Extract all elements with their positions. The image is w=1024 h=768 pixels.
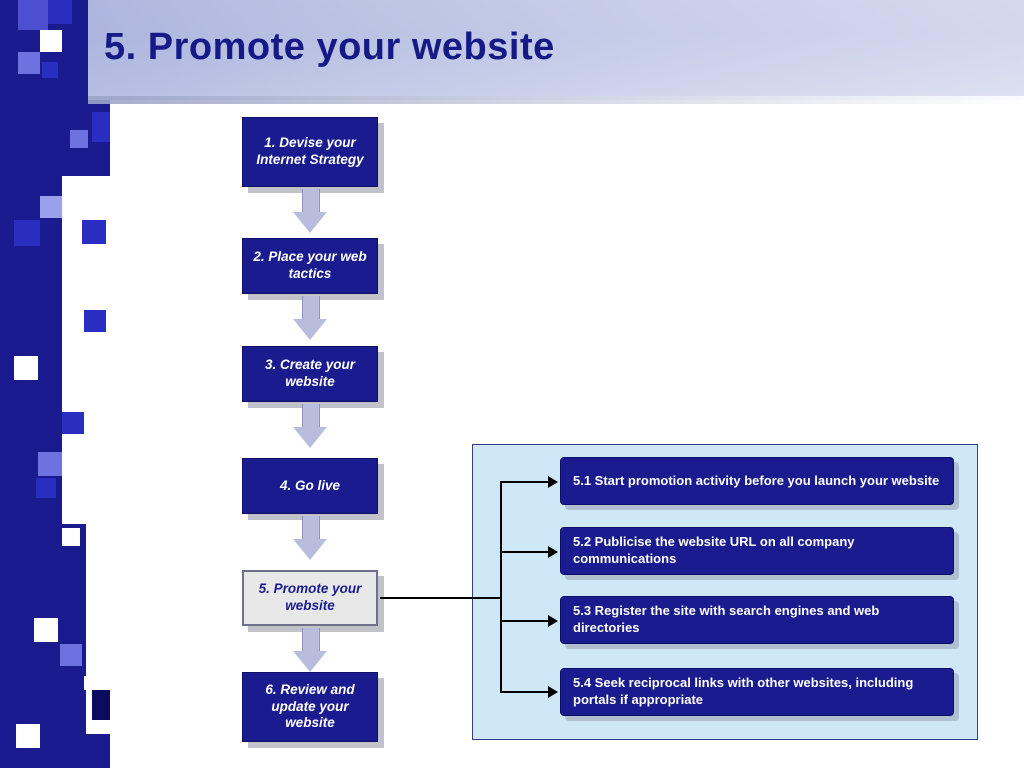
page-title: 5. Promote your website [104, 26, 555, 68]
deco-square [14, 356, 38, 380]
flow-step-3-label: 3. Create your website [264, 357, 356, 389]
flow-step-5-current[interactable] [242, 570, 378, 626]
sub-step-5-1[interactable] [560, 457, 954, 505]
sub-step-5-4-label: 5.4 Seek reciprocal links with other websites, including portals if appropriate [573, 675, 914, 707]
connector-arrow-5-2 [548, 546, 558, 558]
arrow-stem [302, 628, 320, 652]
deco-square [62, 412, 84, 434]
sub-step-5-2[interactable] [560, 527, 954, 575]
connector-vertical-trunk [500, 481, 502, 693]
deco-square [84, 310, 106, 332]
connector-arrow-5-1 [548, 476, 558, 488]
flow-step-1[interactable] [242, 117, 378, 187]
connector-arrow-5-4 [548, 686, 558, 698]
connector-to-5-3 [500, 620, 548, 622]
arrow-stem [302, 296, 320, 320]
flow-step-6[interactable] [242, 672, 378, 742]
deco-square [14, 220, 40, 246]
arrow-stem [302, 516, 320, 540]
deco-square [16, 724, 40, 748]
flow-arrow-2-3 [293, 296, 327, 340]
left-decorative-band [0, 0, 110, 768]
flow-step-4-label: 4. Go live [279, 477, 341, 493]
connector-arrow-5-3 [548, 615, 558, 627]
deco-square [84, 676, 98, 690]
sub-step-5-3-label: 5.3 Register the site with search engines and web directories [573, 603, 880, 635]
deco-square [42, 62, 58, 78]
deco-square [60, 644, 82, 666]
flow-step-2[interactable] [242, 238, 378, 294]
deco-square [92, 112, 110, 142]
connector-step5-trunk [380, 597, 502, 599]
deco-square [36, 478, 56, 498]
sub-step-5-3[interactable] [560, 596, 954, 644]
deco-square [18, 0, 48, 30]
flow-arrow-3-4 [293, 404, 327, 448]
title-underline [88, 96, 1024, 104]
deco-square [62, 528, 80, 546]
deco-square [34, 618, 58, 642]
arrow-stem [302, 189, 320, 213]
flow-step-5-label: 5. Promote your website [258, 581, 362, 613]
flow-step-2-label: 2. Place your web tactics [253, 249, 367, 281]
arrow-head [293, 651, 327, 672]
sub-step-5-1-label: 5.1 Start promotion activity before you launch your website [573, 472, 940, 488]
flow-arrow-1-2 [293, 189, 327, 233]
connector-to-5-2 [500, 551, 548, 553]
flow-arrow-5-6 [293, 628, 327, 672]
deco-square [86, 390, 102, 406]
sub-step-5-4[interactable] [560, 668, 954, 716]
flow-arrow-4-5 [293, 516, 327, 560]
flow-step-4[interactable] [242, 458, 378, 514]
arrow-stem [302, 404, 320, 428]
arrow-head [293, 319, 327, 340]
deco-square [92, 690, 110, 720]
deco-square [40, 30, 62, 52]
deco-square [18, 52, 40, 74]
flow-step-3[interactable] [242, 346, 378, 402]
flow-step-1-label: 1. Devise your Internet Strategy [256, 135, 364, 167]
connector-to-5-4 [500, 691, 548, 693]
arrow-head [293, 427, 327, 448]
deco-square [40, 196, 62, 218]
deco-square [82, 220, 106, 244]
connector-to-5-1 [500, 481, 548, 483]
deco-square [48, 0, 72, 24]
sub-step-5-2-label: 5.2 Publicise the website URL on all company communications [573, 534, 855, 566]
flow-step-6-label: 6. Review and update your website [265, 681, 355, 731]
deco-square [70, 130, 88, 148]
arrow-head [293, 539, 327, 560]
deco-square [38, 452, 62, 476]
arrow-head [293, 212, 327, 233]
